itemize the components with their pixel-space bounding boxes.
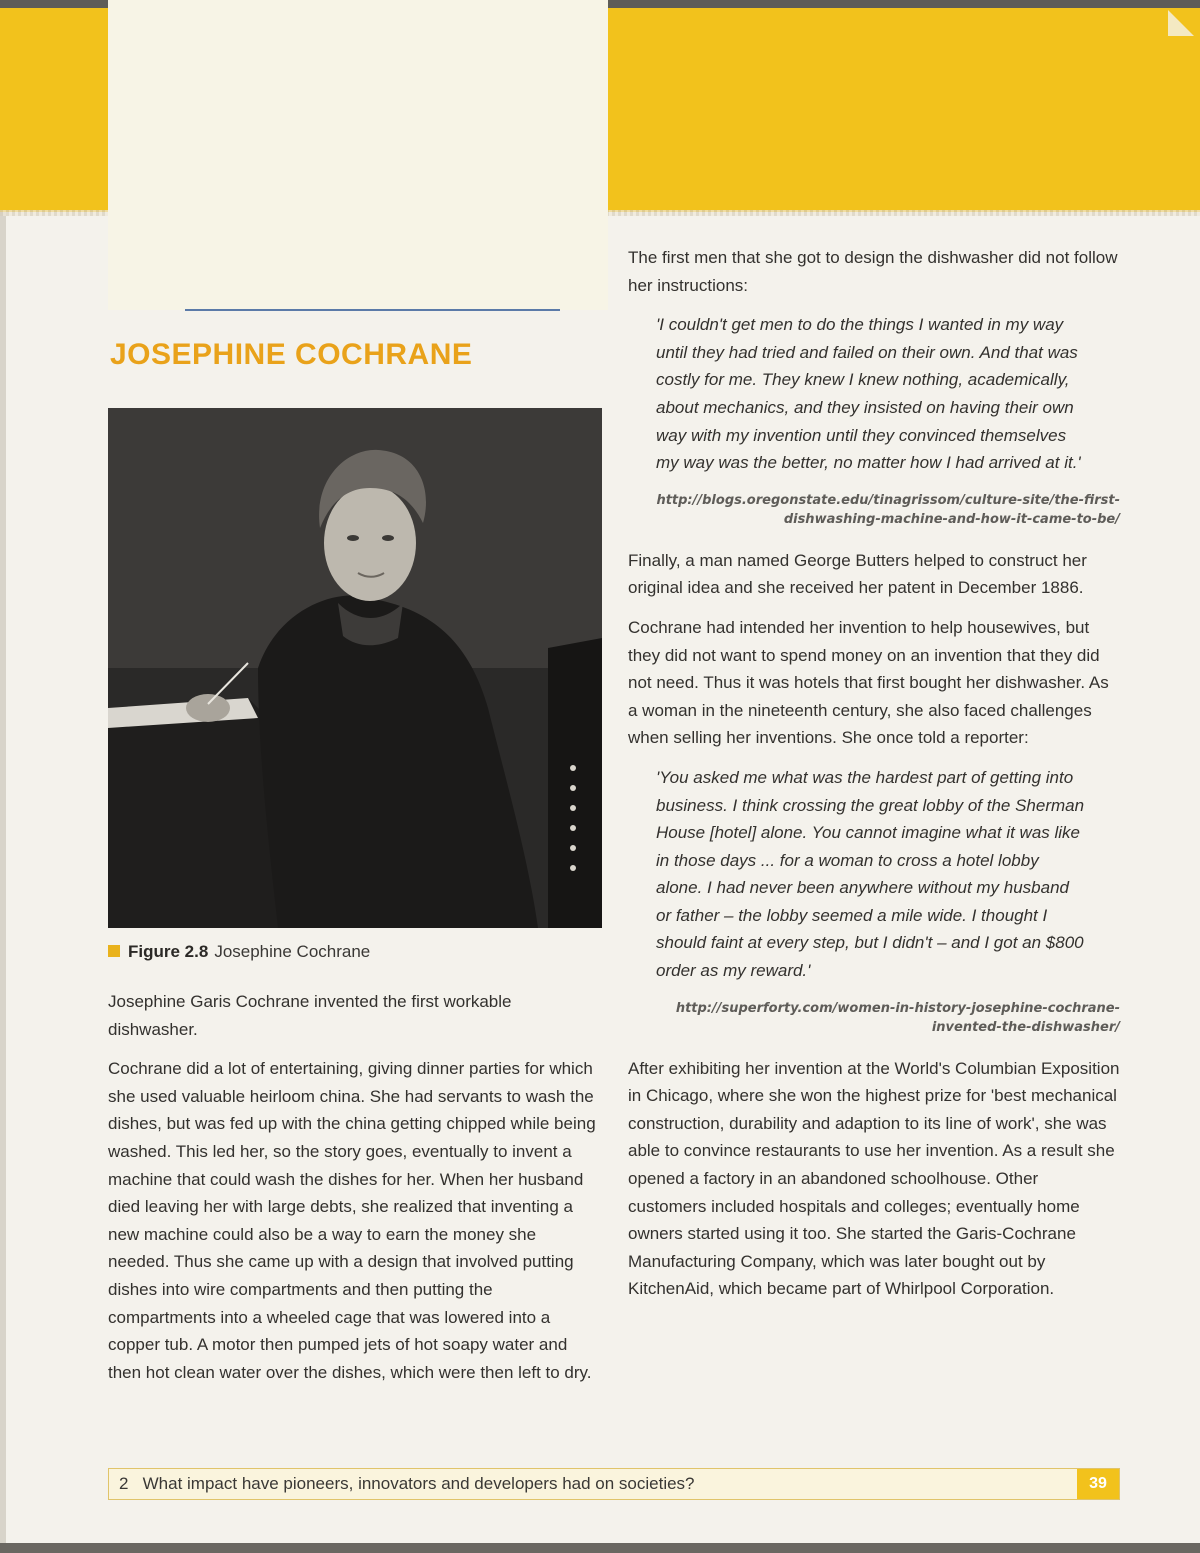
source-link-oregonstate[interactable]: http://blogs.oregonstate.edu/tinagrissom/culture-site/the-first-dishwashing-machine-and-how-it-came-to-be/ [656,492,1120,527]
portrait-image [108,408,602,928]
paragraph-intro: Josephine Garis Cochrane invented the first workable dishwasher. [108,992,512,1039]
paragraph-instructions: The first men that she got to design the dishwasher did not follow her instructions: [628,248,1118,295]
figure-caption [108,942,370,962]
caption-marker [108,945,120,957]
figure-label: Figure 2.8 [128,942,209,961]
page-number: 39 [1077,1469,1119,1499]
paragraph-exposition: After exhibiting her invention at the World's Columbian Exposition in Chicago, where she won the highest prize for 'best mechanical construction, durability and adaption to its line of work', she was able to convince restaurants to use her invention. As a result she opened a factory in an abandoned schoolhouse. Other customers included hospitals and colleges; eventually home owners started using it too. She started the Garis-Cochrane Manufacturing Company, which was later bought out by KitchenAid, which became part of Whirlpool Corporation. [628,1058,1120,1299]
quote-mechanics: 'I couldn't get men to do the things I wanted in my way until they had tried and failed on their own. And that was costly for me. They knew I knew nothing, academically, about mechanics, and they insisted on having their own way with my invention until they convinced themselves my way was the better, no matter how I had arrived at it.' [656,315,1081,473]
header-cream-panel [108,0,608,310]
source-link-superforty[interactable]: http://superforty.com/women-in-history-josephine-cochrane-invented-the-dishwasher/ [675,1000,1120,1035]
paragraph-story: Cochrane did a lot of entertaining, giving dinner parties for which she used valuable heirloom china. She had servants to wash the dishes, but was fed up with the china getting chipped while being washed. This led her, so the story goes, eventually to invent a machine that could wash the dishes for her. When her husband died leaving her with large debts, she realized that inventing a new machine could also be a way to earn the money she needed. Thus she came up with a design that involved putting dishes into wire compartments and then putting the compartments into a wheeled cage that was lowered into a copper tub. A motor then pumped jets of hot soapy water and then hot clean water over the dishes, which were then left to dry. [108,1059,596,1382]
article-title: JOSEPHINE COCHRANE [110,338,473,371]
page-gutter [0,0,6,1553]
bottom-edge [0,1543,1200,1553]
header-divider-line [185,309,560,311]
page-footer [108,1468,1120,1500]
right-text-column [628,244,1120,1315]
portrait-photo [108,408,602,928]
quote-lobby: 'You asked me what was the hardest part of getting into business. I think crossing the great lobby of the Sherman House [hotel] alone. You cannot imagine what it was like in those days ... for a woman to cross a hotel lobby alone. I had never been anywhere without my husband or father – the lobby seemed a mile wide. I thought I should faint at every step, but I didn't – and I got an $800 order as my reward.' [656,767,1085,981]
page-corner-fold [1168,10,1194,36]
paragraph-hotels: Cochrane had intended her invention to help housewives, but they did not want to spend money on an invention that they did not need. Thus it was hotels that first bought her dishwasher. As a woman in the nineteenth century, she also faced challenges when selling her inventions. She once told a reporter: [628,617,1109,748]
chapter-question: 2 What impact have pioneers, innovators and developers had on societies? [119,1474,695,1493]
figure-caption-text: Josephine Cochrane [214,942,371,961]
paragraph-patent: Finally, a man named George Butters helped to construct her original idea and she received her patent in December 1886. [628,550,1087,598]
left-text-column [108,988,600,1398]
